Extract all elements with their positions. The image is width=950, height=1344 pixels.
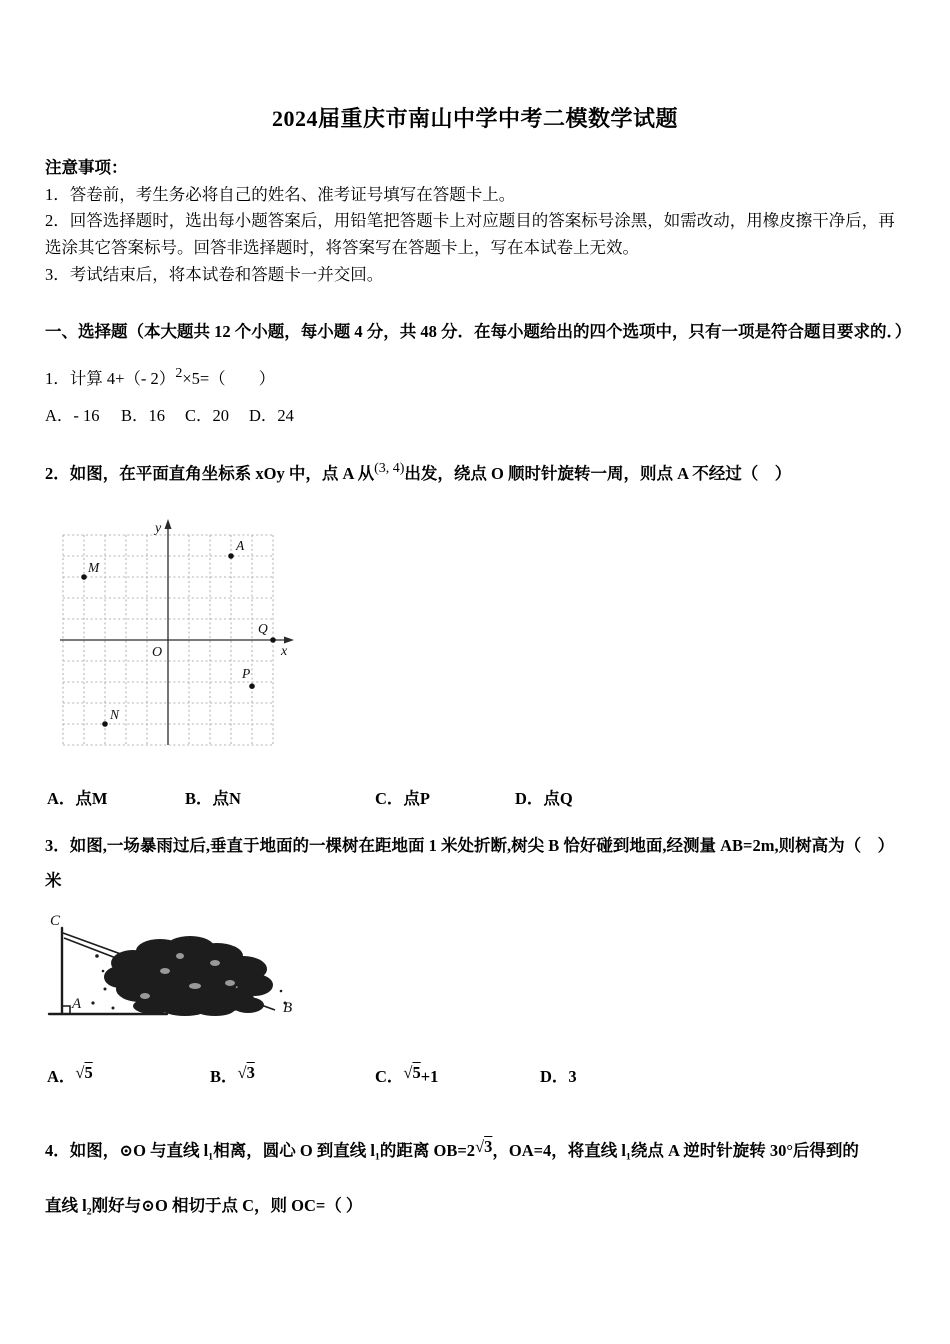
q1-exponent: 2 [175,366,183,382]
point-label-Q: Q [258,621,268,637]
tree-label-A: A [72,995,82,1012]
point-dot-A [228,554,234,560]
radical-sign: √ [475,1137,485,1157]
point-label-A: A [236,538,245,554]
question-3-figure [45,911,905,1034]
q3-option-b-sqrt [238,1063,255,1082]
question-3-stem-line2: 米 [45,870,62,890]
x-axis-label: x [281,644,288,660]
q3-option-a [47,1060,210,1091]
notice-item-2: 2．回答选择题时，选出每小题答案后，用铅笔把答题卡上对应题目的答案标号涂黑，如需改动，用橡皮擦干净后，再选涂其它答案标号。回答非选择题时，将答案写在答题卡上，写在本试卷上无效。 [45,211,895,258]
point-label-M: M [88,560,100,576]
broken-tree-figure [45,911,307,1029]
y-axis-arrow [165,519,172,529]
x-axis-arrow [284,637,294,644]
q1-option-a: A．- 16 [45,406,100,426]
point-label-N: N [110,707,120,723]
y-axis-label: y [155,521,162,537]
q3-option-a-label: A． [47,1066,76,1086]
page-title: 2024届重庆市南山中学中考二模数学试题 [271,106,678,131]
notice-item-1: 1．答卷前，考生务必将自己的姓名、准考证号填写在答题卡上。 [45,184,516,204]
q3-option-c [375,1060,540,1091]
q3-option-c-suffix: +1 [420,1066,439,1086]
q4-line1-part1: 4．如图，⊙O 与直线 l₁相离，圆心 O 到直线 l₁的距离 OB=2 [45,1141,476,1161]
question-2-stem [45,458,905,488]
q3-option-b-label: B． [210,1066,238,1086]
notice-heading: 注意事项： [45,158,128,177]
radicand: 5 [412,1062,421,1082]
question-2-options [45,786,905,813]
question-2-figure [58,519,905,756]
point-dot-M [81,575,87,581]
q2-start-point: (3, 4) [374,460,405,476]
q3-option-d-label: D． [540,1066,569,1086]
tree-foliage [104,936,273,1016]
point-label-P: P [242,666,251,682]
radical-sign: √ [75,1062,85,1082]
q1-stem-part2: ×5=（ ） [182,369,276,389]
coordinate-grid-figure [58,519,296,751]
section-heading: 一、选择题（本大题共 12 个小题，每小题 4 分，共 48 分．在每小题给出的四个选项中，只有一项是符合题目要求的．） [45,321,912,341]
q1-option-b: B．16 [121,406,166,426]
q2-option-c: C．点P [375,789,430,809]
q3-option-c-label: C． [375,1066,404,1086]
q2-stem-part1: 2．如图，在平面直角坐标系 xOy 中，点 A 从 [45,463,375,483]
q4-line1-part2: ，OA=4，将直线 l₁绕点 A 逆时针旋转 30°后得到的 [492,1141,859,1161]
q2-option-b: B．点N [185,789,241,809]
q3-option-c-sqrt [403,1063,420,1082]
q1-option-d: D．24 [249,406,294,426]
radical-sign: √ [403,1062,413,1082]
question-4-stem-line2: 直线 l₂刚好与⊙O 相切于点 C，则 OC=（ ） [45,1196,363,1216]
question-1-options [45,403,905,430]
question-3-stem-line1: 3．如图,一场暴雨过后,垂直于地面的一棵树在距地面 1 米处折断,树尖 B 恰好碰到地面,经测量 AB=2m,则树高为（ ） [45,836,895,856]
q4-sqrt [475,1137,492,1156]
question-1-stem [45,363,905,393]
q2-stem-part2: 出发，绕点 O 顺时针旋转一周，则点 A 不经过（ ） [404,463,792,483]
question-3-options [45,1060,905,1091]
question-4-stem-line1 [45,1134,905,1165]
q2-option-d: D．点Q [515,789,573,809]
radical-sign: √ [237,1062,247,1082]
tree-label-B: B [283,999,293,1016]
radicand: 3 [484,1137,493,1157]
q3-option-a-sqrt [75,1063,92,1082]
q1-option-c: C．20 [185,406,230,426]
q3-option-d [540,1064,577,1091]
radicand: 3 [246,1062,255,1082]
q3-option-b [210,1060,375,1091]
point-dot-N [102,722,108,728]
q3-option-d-value: 3 [568,1066,577,1086]
plotted-points [81,538,276,727]
q2-option-a: A．点M [47,789,108,809]
q1-stem-part1: 1．计算 4+（- 2） [45,369,176,389]
tree-label-C: C [50,912,61,929]
origin-label: O [152,645,163,661]
radicand: 5 [84,1062,93,1082]
point-dot-P [249,684,255,690]
point-dot-Q [270,638,276,644]
notice-item-3: 3．考试结束后，将本试卷和答题卡一并交回。 [45,264,384,284]
